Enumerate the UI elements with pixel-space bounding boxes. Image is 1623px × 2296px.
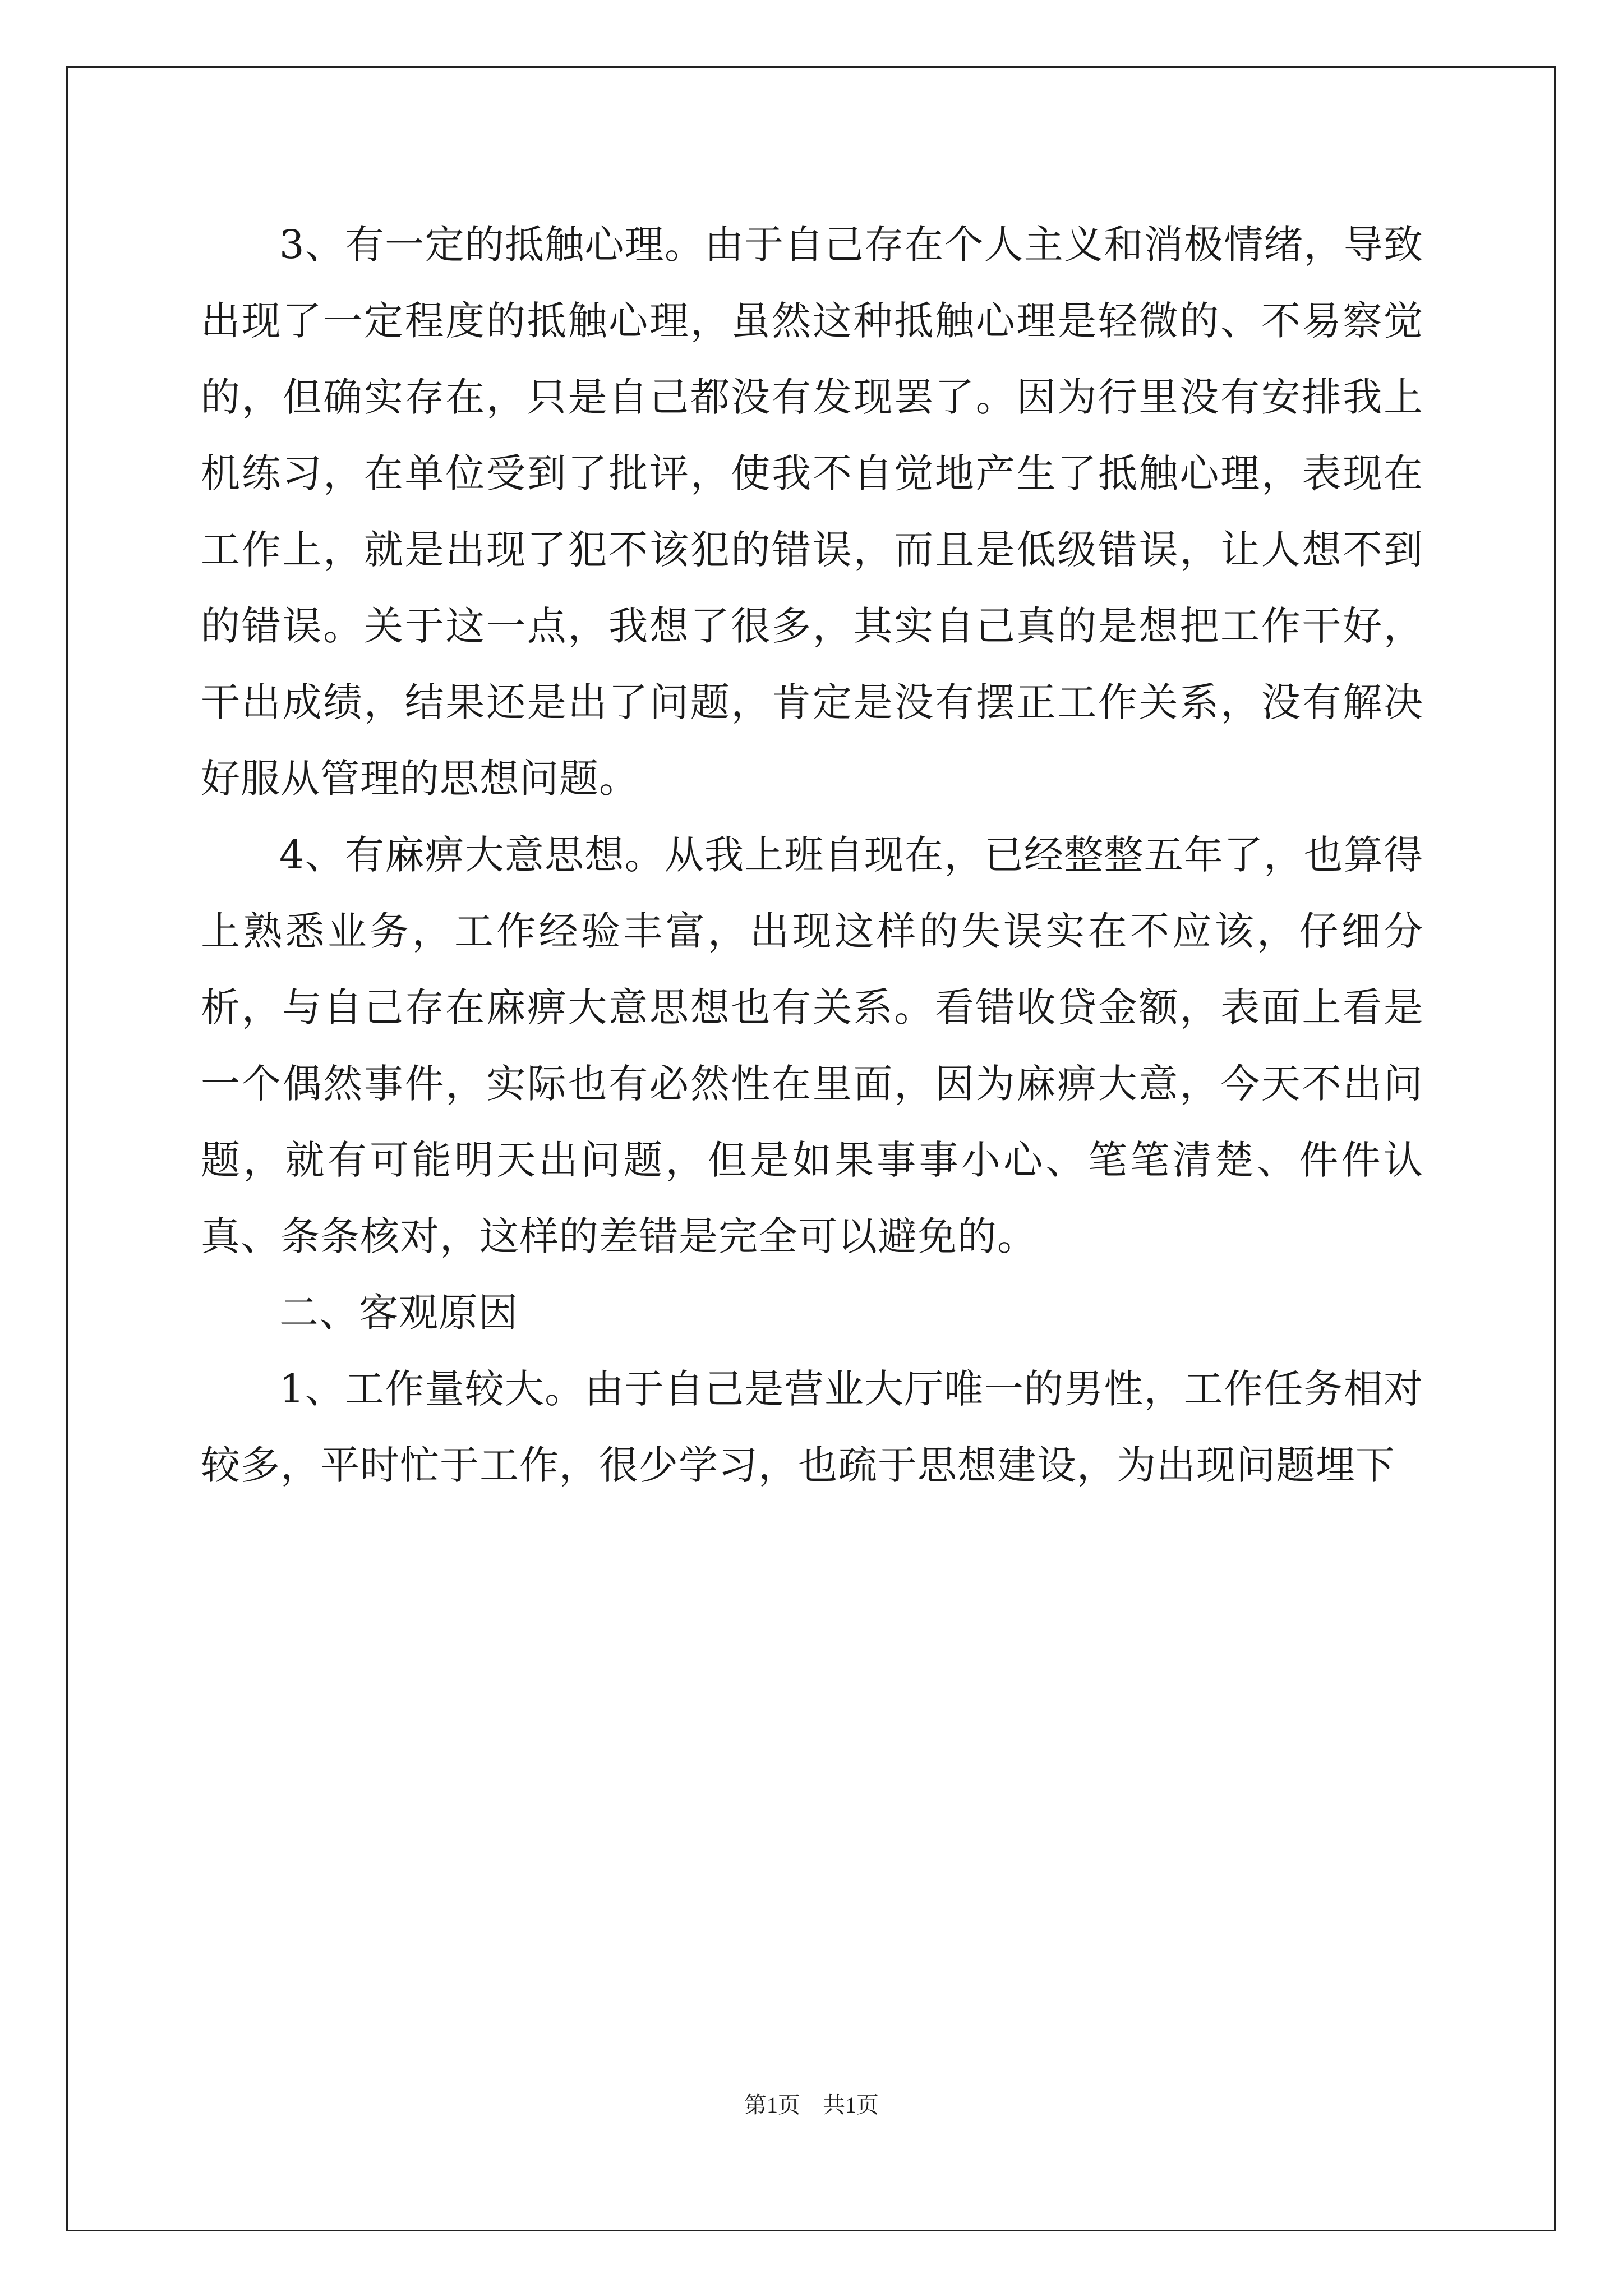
paragraph-heavy-workload: 1、工作量较大。由于自己是营业大厅唯一的男性，工作任务相对较多，平时忙于工作，很少学习，也疏于思想建设，为出现问题埋下 [201,1366,1423,1488]
paragraph-carelessness: 4、有麻痹大意思想。从我上班自现在，已经整整五年了，也算得上熟悉业务，工作经验丰富，出现这样的失误实在不应该，仔细分析，与自己存在麻痹大意思想也有关系。看错收贷金额，表面上看是一个偶然事件，实际也有必然性在里面，因为麻痹大意，今天不出问题，就有可能明天出问题，但是如果事事小心、笔笔清楚、件件认真、条条核对，这样的差错是完全可以避免的。 [201,832,1423,1259]
page-footer: 第1页 共1页 [744,2092,879,2118]
section-heading-objective-reasons: 二、客观原因 [279,1290,518,1336]
paragraph-resistance-mentality: 3、有一定的抵触心理。由于自己存在个人主义和消极情绪，导致出现了一定程度的抵触心理，虽然这种抵触心理是轻微的、不易察觉的，但确实存在，只是自己都没有发现罢了。因为行里没有安排我上机练习，在单位受到了批评，使我不自觉地产生了抵触心理，表现在工作上，就是出现了犯不该犯的错误，而且是低级错误，让人想不到的错误。关于这一点，我想了很多，其实自己真的是想把工作干好，干出成绩，结果还是出了问题，肯定是没有摆正工作关系，没有解决好服从管理的思想问题。 [201,222,1423,802]
document-body [201,206,1423,1503]
